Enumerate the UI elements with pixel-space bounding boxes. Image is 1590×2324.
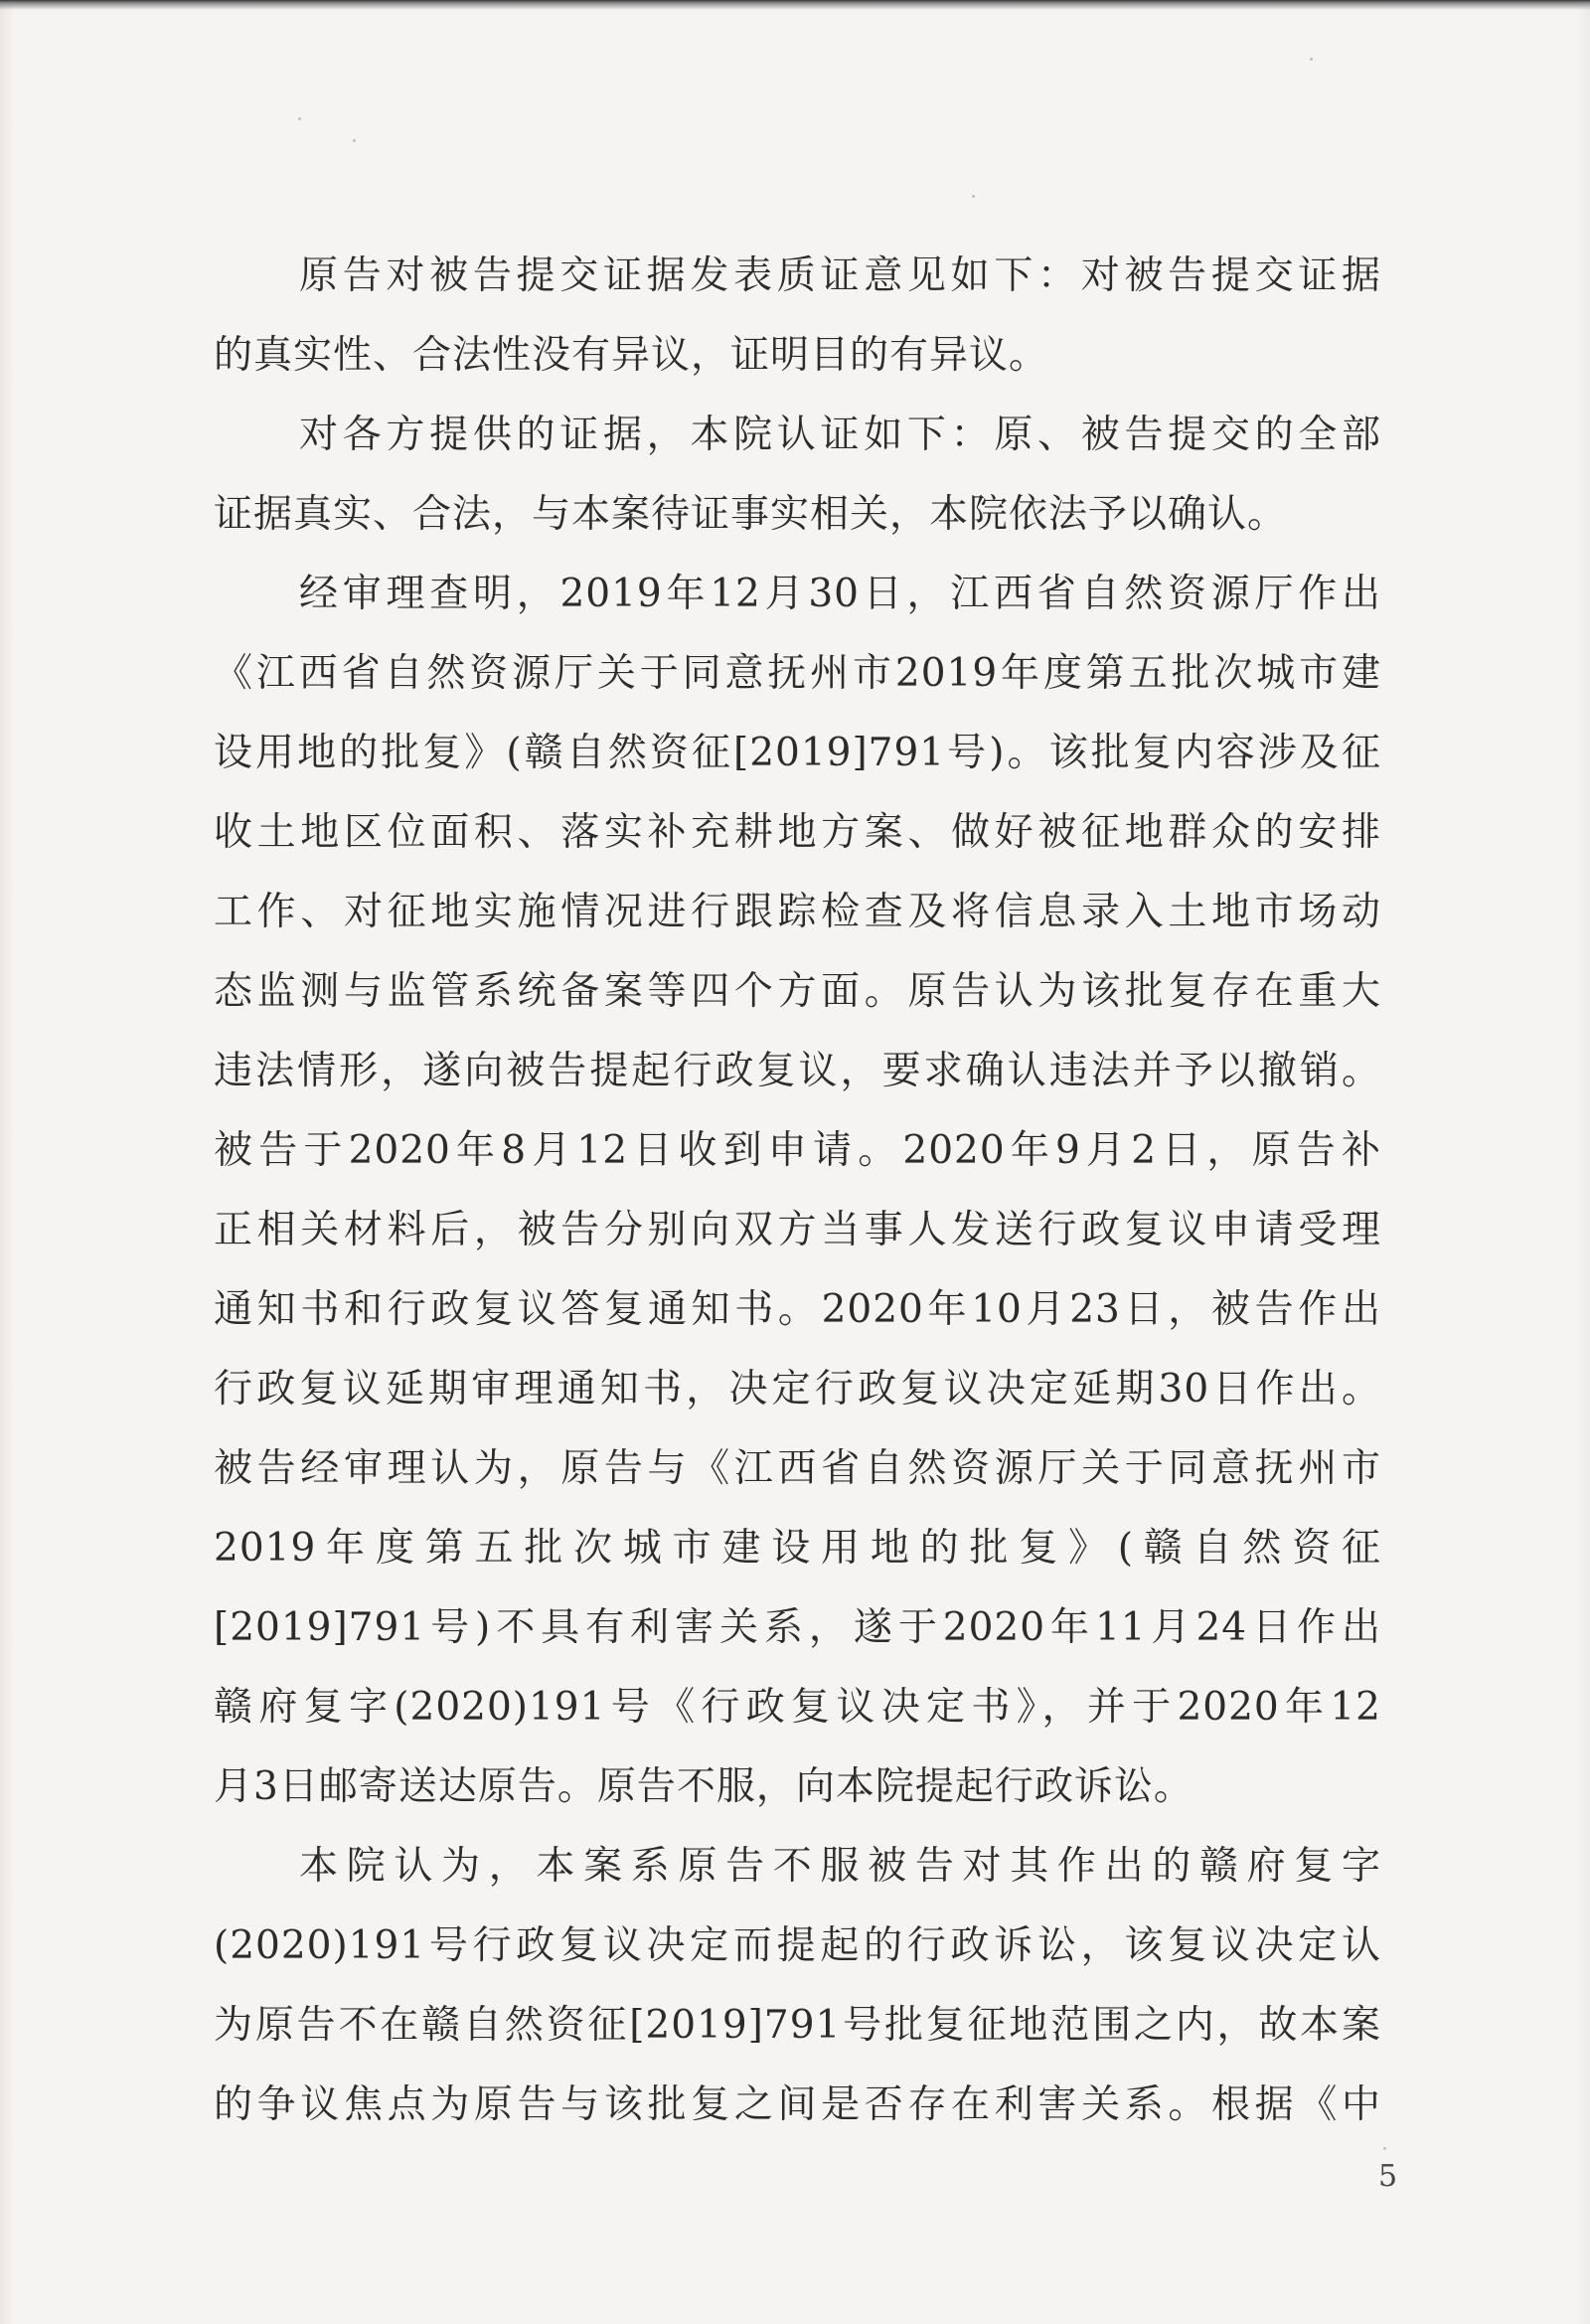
- text-line: 正相关材料后，被告分别向双方当事人发送行政复议申请受理: [214, 1208, 1381, 1252]
- text-line: 本院认为，本案系原告不服被告对其作出的赣府复字: [299, 1844, 1381, 1889]
- text-line: 《江西省自然资源厅关于同意抚州市2019年度第五批次城市建: [214, 651, 1381, 696]
- page-number: 5: [1378, 2159, 1398, 2194]
- scan-speck: [1310, 58, 1313, 61]
- scan-speck: [353, 139, 356, 142]
- text-line: [2019]791号)不具有利害关系，遂于2020年11月24日作出: [214, 1605, 1381, 1650]
- text-line: 为原告不在赣自然资征[2019]791号批复征地范围之内，故本案: [214, 2003, 1381, 2048]
- text-line: 被告于2020年8月12日收到申请。2020年9月2日，原告补: [214, 1128, 1381, 1173]
- text-line: 的真实性、合法性没有异议，证明目的有异议。: [214, 333, 1049, 378]
- text-line: 通知书和行政复议答复通知书。2020年10月23日，被告作出: [214, 1287, 1381, 1332]
- text-line: 原告对被告提交证据发表质证意见如下：对被告提交证据: [299, 253, 1381, 298]
- text-line: 态监测与监管系统备案等四个方面。原告认为该批复存在重大: [214, 969, 1381, 1014]
- text-line: 证据真实、合法，与本案待证事实相关，本院依法予以确认。: [214, 492, 1288, 537]
- text-line: 收土地区位面积、落实补充耕地方案、做好被征地群众的安排: [214, 810, 1381, 855]
- text-line: 被告经审理认为，原告与《江西省自然资源厅关于同意抚州市: [214, 1446, 1381, 1491]
- text-line: 2019年度第五批次城市建设用地的批复》(赣自然资征: [214, 1526, 1381, 1571]
- text-line: 工作、对征地实施情况进行跟踪检查及将信息录入土地市场动: [214, 890, 1381, 934]
- text-line: 赣府复字(2020)191号《行政复议决定书》，并于2020年12: [214, 1685, 1381, 1730]
- text-line: 行政复议延期审理通知书，决定行政复议决定延期30日作出。: [214, 1367, 1381, 1411]
- scan-speck: [972, 195, 975, 198]
- text-line: 对各方提供的证据，本院认证如下：原、被告提交的全部: [299, 413, 1381, 457]
- text-line: 设用地的批复》(赣自然资征[2019]791号)。该批复内容涉及征: [214, 731, 1381, 775]
- text-line: 违法情形，遂向被告提起行政复议，要求确认违法并予以撤销。: [214, 1049, 1381, 1093]
- scan-speck: [1383, 2147, 1386, 2150]
- text-line: 月3日邮寄送达原告。原告不服，向本院提起行政诉讼。: [214, 1764, 1193, 1809]
- text-line: 经审理查明，2019年12月30日，江西省自然资源厅作出: [299, 572, 1381, 616]
- scan-speck: [298, 117, 301, 120]
- text-line: (2020)191号行政复议决定而提起的行政诉讼，该复议决定认: [214, 1923, 1381, 1968]
- text-line: 的争议焦点为原告与该批复之间是否存在利害关系。根据《中: [214, 2082, 1381, 2127]
